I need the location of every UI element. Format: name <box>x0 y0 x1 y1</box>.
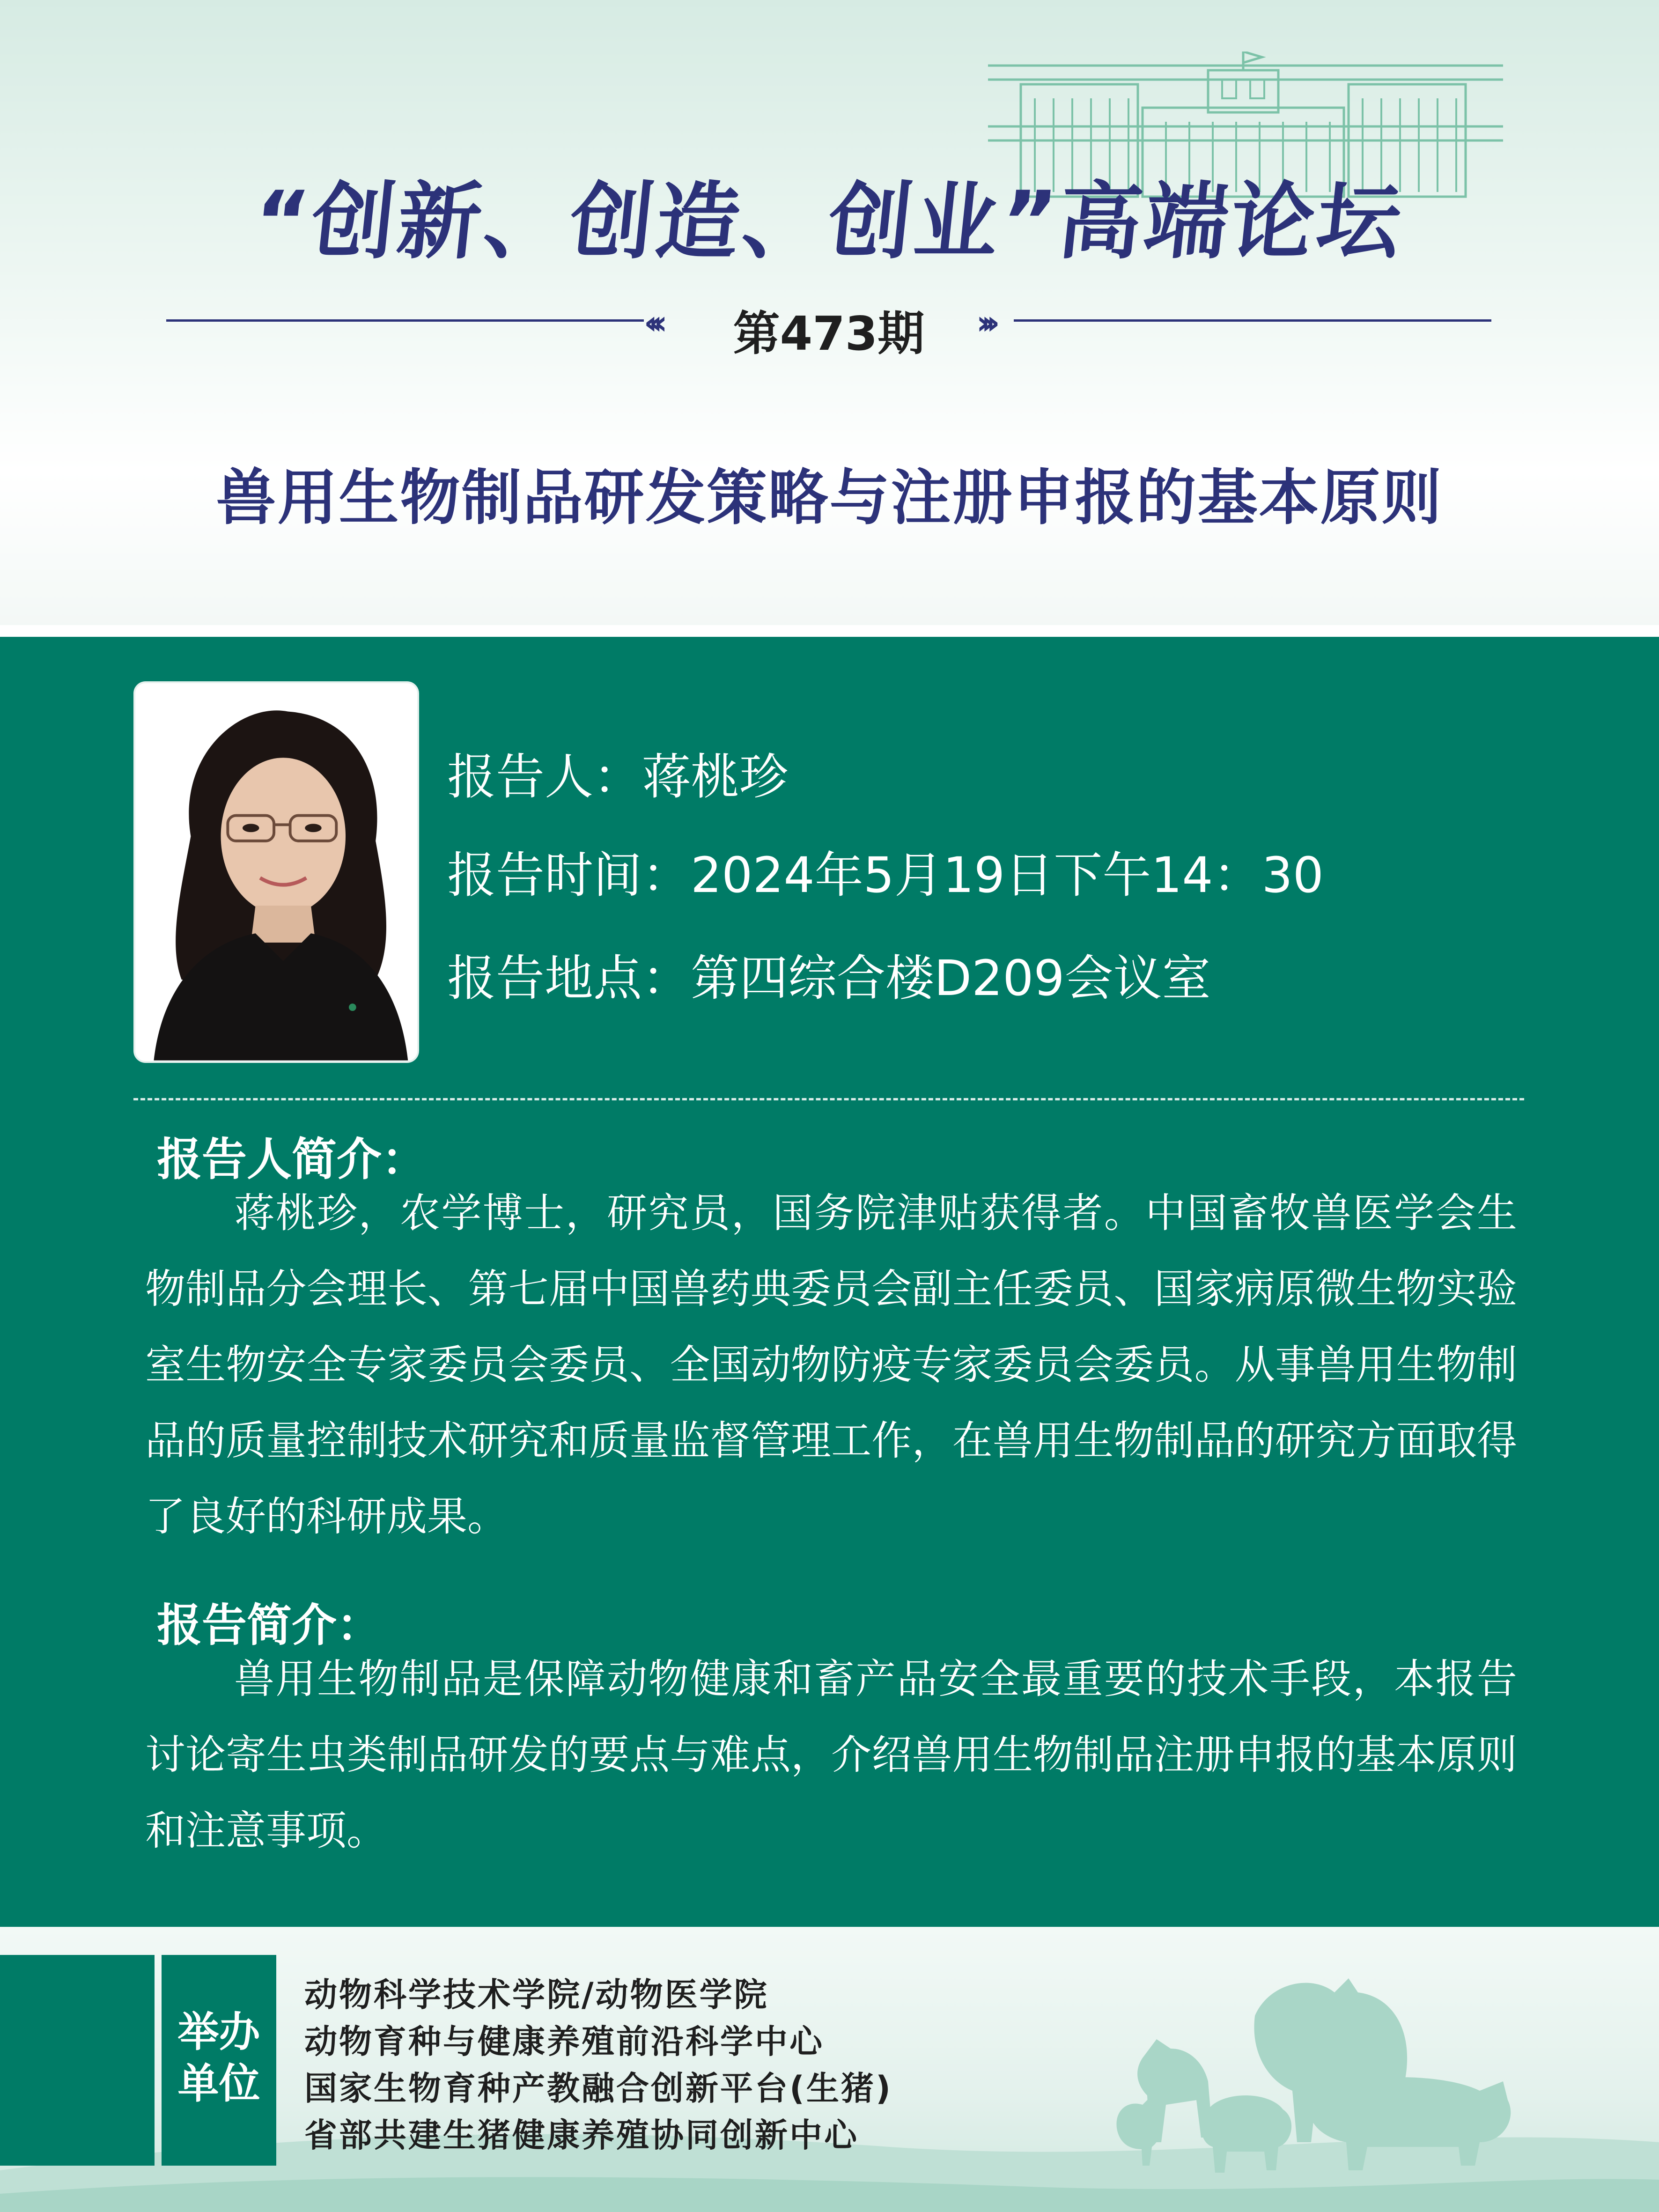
speaker-name: 蒋桃珍 <box>642 748 789 805</box>
bio-text: 蒋桃珍，农学博士，研究员，国务院津贴获得者。中国畜牧兽医学会生物制品分会理长、第七届中国兽药典委员会副主任委员、国家病原微生物实验室生物安全专家委员会委员、全国动物防疫专家委员会委员。从事兽用生物制品的质量控制技术研究和质量监督管理工作，在兽用生物制品的研究方面取得了良好的科研成果。 <box>145 1190 1517 1540</box>
organizer-item: 动物科学技术学院/动物医学院 <box>304 1976 769 2014</box>
organizer-item: 国家生物育种产教融合创新平台(生猪) <box>304 2069 892 2108</box>
time-label: 报告时间： <box>447 847 691 904</box>
report-title: 兽用生物制品研发策略与注册申报的基本原则 <box>216 463 1443 533</box>
organizer-item: 省部共建生猪健康养殖协同创新中心 <box>304 2116 859 2154</box>
place-label: 报告地点： <box>447 950 691 1007</box>
organizer-label <box>162 1955 276 2166</box>
place-row <box>447 939 1211 1009</box>
bio-heading: 报告人简介： <box>157 1133 427 1186</box>
place-value: 第四综合楼D209会议室 <box>691 950 1211 1007</box>
chevrons-right-icon: ››› <box>976 303 992 342</box>
time-value: 2024年5月19日下午14：30 <box>691 847 1324 904</box>
organizer-label-line1: 举办 <box>177 2008 260 2056</box>
forum-title: “创新、创造、创业”高端论坛 <box>249 173 1408 270</box>
header-stripe <box>0 625 1659 627</box>
organizer-label-line2: 单位 <box>177 2059 260 2108</box>
chevrons-left-icon: ‹‹‹ <box>644 303 659 342</box>
animal-silhouettes-icon <box>1114 1941 1526 2203</box>
footer-green-bar <box>0 1955 155 2166</box>
main-panel <box>0 637 1659 1927</box>
dashed-divider <box>133 1098 1524 1100</box>
issue-number: 第473期 <box>733 306 925 361</box>
organizer-list <box>304 1971 892 2159</box>
speaker-label: 报告人： <box>447 748 642 805</box>
issue-row <box>166 286 1491 361</box>
divider-line-right <box>1014 319 1491 322</box>
speaker-portrait-icon <box>133 681 419 1063</box>
organizer-item: 动物育种与健康养殖前沿科学中心 <box>304 2022 824 2061</box>
abstract-text: 兽用生物制品是保障动物健康和畜产品安全最重要的技术手段，本报告讨论寄生虫类制品研发的要点与难点，介绍兽用生物制品注册申报的基本原则和注意事项。 <box>145 1656 1517 1854</box>
abstract-heading: 报告简介： <box>157 1599 382 1652</box>
time-row <box>447 836 1324 906</box>
speaker-row <box>447 737 788 808</box>
poster-footer <box>0 1927 1659 2212</box>
poster-header <box>0 0 1659 627</box>
